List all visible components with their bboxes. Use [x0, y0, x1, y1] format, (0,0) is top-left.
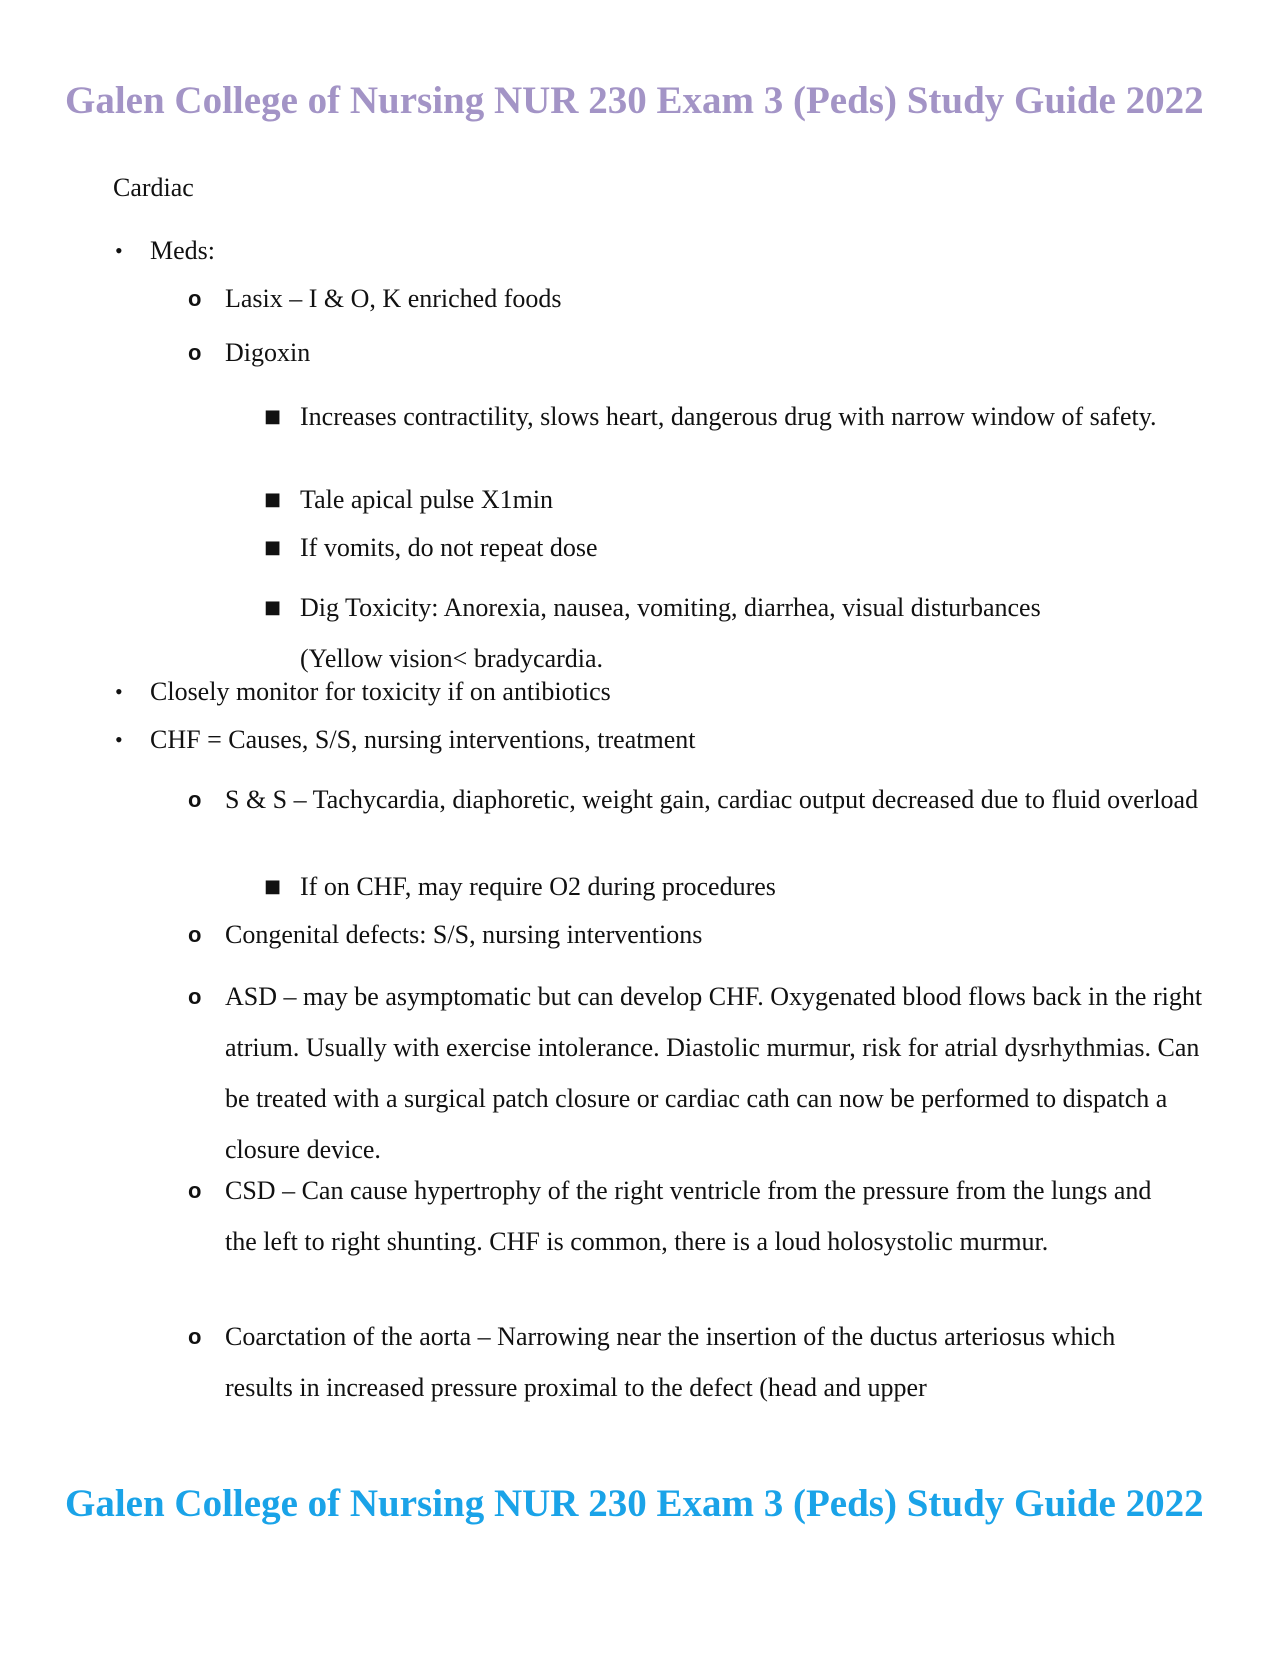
- circle-bullet-icon: o: [188, 922, 202, 947]
- list-item-digoxin: [188, 336, 1215, 370]
- list-item-coarctation: [188, 1311, 1185, 1413]
- list-item-chf-ss: [188, 774, 1225, 825]
- list-item-text: Digoxin: [225, 338, 311, 367]
- list-item-chf-o2: [264, 870, 1200, 904]
- list-item-text: Closely monitor for toxicity if on antibiotics: [150, 677, 611, 706]
- circle-bullet-icon: o: [188, 1324, 202, 1349]
- list-item-text: CHF = Causes, S/S, nursing interventions, treatment: [150, 725, 696, 754]
- list-item-lasix: [188, 282, 1215, 316]
- circle-bullet-icon: o: [188, 1178, 202, 1203]
- square-bullet-icon: ■: [264, 597, 282, 618]
- square-bullet-icon: ■: [264, 489, 282, 510]
- list-item-text: If on CHF, may require O2 during procedures: [300, 872, 776, 901]
- list-item-dig-contractility: [264, 391, 1200, 442]
- document-title: Galen College of Nursing NUR 230 Exam 3 (Peds) Study Guide 2022: [65, 79, 1204, 122]
- list-item-chf: [115, 723, 1210, 757]
- list-item-text: Dig Toxicity: Anorexia, nausea, vomiting, diarrhea, visual disturbances (Yellow vision< bradycardia.: [300, 593, 1041, 673]
- section-heading: Cardiac: [113, 173, 194, 202]
- list-item-text: Lasix – I & O, K enriched foods: [225, 284, 562, 313]
- list-item-text: Tale apical pulse X1min: [300, 485, 554, 514]
- footer-watermark-title: Galen College of Nursing NUR 230 Exam 3 (Peds) Study Guide 2022: [65, 1482, 1204, 1525]
- list-item-asd: [188, 971, 1205, 1175]
- list-item-text: CSD – Can cause hypertrophy of the right ventricle from the pressure from the lungs and the left to right shunting. CHF is common, there is a loud holosystolic murmur.: [225, 1176, 1152, 1256]
- square-bullet-icon: ■: [264, 876, 282, 897]
- list-item-dig-pulse: [264, 483, 1200, 517]
- bullet-icon: •: [115, 679, 123, 704]
- list-item-csd: [188, 1165, 1185, 1267]
- square-bullet-icon: ■: [264, 537, 282, 558]
- list-item-text: Increases contractility, slows heart, dangerous drug with narrow window of safety.: [300, 402, 1157, 431]
- list-item-text: S & S – Tachycardia, diaphoretic, weight gain, cardiac output decreased due to fluid overload: [225, 785, 1199, 814]
- circle-bullet-icon: o: [188, 787, 202, 812]
- list-item-dig-vomit: [264, 531, 1200, 565]
- list-item-text: Meds:: [150, 236, 215, 265]
- list-item-congenital: [188, 918, 1215, 952]
- circle-bullet-icon: o: [188, 286, 202, 311]
- bullet-icon: •: [115, 727, 123, 752]
- circle-bullet-icon: o: [188, 340, 202, 365]
- list-item-meds: [115, 234, 1210, 268]
- list-item-text: ASD – may be asymptomatic but can develop CHF. Oxygenated blood flows back in the right atrium. Usually with exercise intolerance. Diastolic murmur, risk for atrial dysrhythmias. Can be treated with a surgical patch closure or cardiac cath can now be performed to dispatch a closure device.: [225, 982, 1203, 1164]
- list-item-text: Coarctation of the aorta – Narrowing near the insertion of the ductus arteriosus which results in increased pressure proximal to the defect (head and upper: [225, 1322, 1116, 1402]
- list-item-text: Congenital defects: S/S, nursing interventions: [225, 920, 703, 949]
- list-item-antibiotics: [115, 675, 1210, 709]
- bullet-icon: •: [115, 238, 123, 263]
- list-item-dig-toxicity: [264, 582, 1120, 684]
- circle-bullet-icon: o: [188, 984, 202, 1009]
- square-bullet-icon: ■: [264, 406, 282, 427]
- list-item-text: If vomits, do not repeat dose: [300, 533, 598, 562]
